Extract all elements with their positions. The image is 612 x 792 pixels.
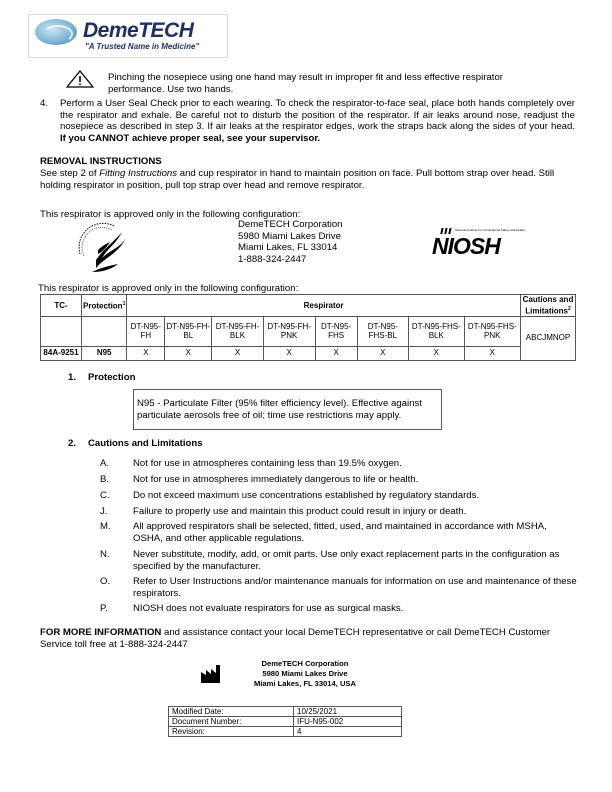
manufacturer-icon (200, 664, 224, 684)
doc-label: Revision: (169, 727, 294, 737)
tc-number: 84A-9251 (41, 346, 82, 360)
tc-header: TC- (41, 295, 82, 317)
doc-label: Document Number: (169, 717, 294, 727)
address-line: 1-888-324-2447 (238, 253, 307, 265)
niosh-logo (428, 226, 534, 258)
caution-text: Failure to properly use and maintain this product could result in injury or death. (133, 506, 467, 517)
model-cell: DT-N95-FHS-PNK (464, 316, 520, 346)
step-body: Perform a User Seal Check prior to each wearing. To check the respirator-to-face seal, place both hands completely over the respirator and exhale. Be careful not to disturb the position of the respirator. If air leaks around nose, readjust the nosepiece as described in step 3. If air leaks at the respirator edges, work the straps back along the sides of your head. (60, 98, 575, 132)
caution-letter: J. (100, 506, 108, 517)
caution-letter: O. (100, 576, 111, 587)
logo-tagline: "A Trusted Name in Medicine" (85, 42, 200, 51)
protection-box (133, 389, 442, 430)
footer-address-line: Miami Lakes, FL 33014, USA (253, 679, 356, 688)
address-line: 5980 Miami Lakes Drive (238, 230, 341, 242)
hhs-seal-icon (74, 220, 132, 278)
doc-value: 4 (294, 727, 402, 737)
protection-text: N95 - Particulate Filter (95% filter efficiency level). Effective against particulate aerosols free of oil; time use restrictions may apply. (137, 398, 422, 421)
model-cell: DT-N95-FH-BL (165, 316, 212, 346)
step-text (60, 98, 575, 144)
document-info-table (168, 706, 402, 737)
warning-triangle-icon (66, 70, 94, 88)
warning-text: Pinching the nosepiece using one hand may result in improper fit and less effective respirator performance. Use two hands. (108, 72, 503, 95)
model-cell: DT-N95-FHS-BL (357, 316, 408, 346)
more-info-bold: FOR MORE INFORMATION (40, 627, 162, 638)
caution-text: Never substitute, modify, add, or omit parts. Use only exact replacement parts in the configuration as specified by the manufacturer. (133, 549, 560, 572)
protection-value: N95 (82, 346, 127, 360)
removal-pre: See step 2 of (40, 168, 100, 179)
caution-text: All approved respirators shall be selected, fitted, used, and maintained in accordance with MSHA, OSHA, and other applicable regulations. (133, 521, 547, 544)
doc-value: 10/25/2021 (294, 707, 402, 717)
section-number: 1. (68, 372, 77, 383)
cautions-codes: ABCJMNOP (521, 316, 576, 360)
caution-letter: N. (100, 549, 110, 560)
caution-text: Refer to User Instructions and/or maintenance manuals for information on use and maintenance of these respirators. (133, 576, 577, 599)
mark-cell: X (212, 346, 263, 360)
approved-config-line-2: This respirator is approved only in the following configuration: (38, 283, 299, 294)
globe-logo-icon (35, 19, 77, 45)
niosh-text: NIOSH (432, 233, 500, 258)
section-title: Cautions and Limitations (88, 438, 203, 449)
caution-text: Not for use in atmospheres immediately dangerous to life or health. (133, 474, 419, 485)
model-cell: DT-N95-FH (127, 316, 165, 346)
table-row (169, 727, 402, 737)
approved-config-line: This respirator is approved only in the following configuration: (40, 209, 301, 220)
removal-italic: Fitting Instructions (99, 168, 178, 179)
caution-letter: M. (100, 521, 111, 532)
caution-text: Do not exceed maximum use concentrations established by regulatory standards. (133, 490, 480, 501)
more-info-body: and assistance contact your local DemeTECH representative or call DemeTECH Customer Service toll free at 1-888-324-2447 (40, 627, 551, 650)
step-number: 4. (40, 98, 49, 109)
model-cell: DT-N95-FH-BLK (212, 316, 263, 346)
mark-cell: X (263, 346, 315, 360)
caution-letter: P. (100, 603, 108, 614)
doc-label: Modified Date: (169, 707, 294, 717)
more-info-text (40, 627, 580, 650)
table-row (169, 707, 402, 717)
respirator-header: Respirator (127, 295, 521, 317)
logo-name: DemeTECH (83, 19, 194, 42)
mark-cell: X (409, 346, 464, 360)
footer-address (240, 659, 370, 689)
mark-cell: X (165, 346, 212, 360)
caution-text: NIOSH does not evaluate respirators for use as surgical masks. (133, 603, 404, 614)
removal-heading: REMOVAL INSTRUCTIONS (40, 156, 162, 167)
model-cell: DT-N95-FH-PNK (263, 316, 315, 346)
caution-letter: B. (100, 474, 110, 485)
address-line: DemeTECH Corporation (238, 219, 343, 230)
table-row (169, 717, 402, 727)
company-logo (28, 14, 228, 58)
caution-text: Not for use in atmospheres containing less than 19.5% oxygen. (133, 458, 402, 469)
mark-cell: X (315, 346, 357, 360)
mark-cell: X (127, 346, 165, 360)
empty-cell (82, 316, 127, 346)
empty-cell (41, 316, 82, 346)
section-number: 2. (68, 438, 77, 449)
section-title: Protection (88, 372, 136, 383)
footer-address-line: DemeTECH Corporation (261, 659, 349, 668)
caution-letter: A. (100, 458, 110, 469)
caution-letter: C. (100, 490, 110, 501)
niosh-small-text: National Institute for Occupational Safety and Health (455, 228, 525, 232)
protection-header: Protection$^1$ (82, 295, 127, 317)
cautions-header: Cautions and Limitations$^2$ (521, 295, 576, 317)
mark-cell: X (357, 346, 408, 360)
address-line: Miami Lakes, FL 33014 (238, 242, 338, 253)
step-bold: If you CANNOT achieve proper seal, see your supervisor. (60, 132, 321, 144)
footer-address-line: 5980 Miami Lakes Drive (262, 669, 348, 678)
model-cell: DT-N95-FHS (315, 316, 357, 346)
approval-table (40, 294, 576, 361)
mark-cell: X (464, 346, 520, 360)
removal-text (40, 168, 580, 191)
doc-value: IFU-N95-002 (294, 717, 402, 727)
removal-post: and cup respirator in hand to maintain position on face. Pull bottom strap over head. Still holding respirator in position, pull top strap over head and remove respirator. (40, 168, 555, 191)
address-block (238, 219, 378, 265)
model-cell: DT-N95-FHS-BLK (409, 316, 464, 346)
